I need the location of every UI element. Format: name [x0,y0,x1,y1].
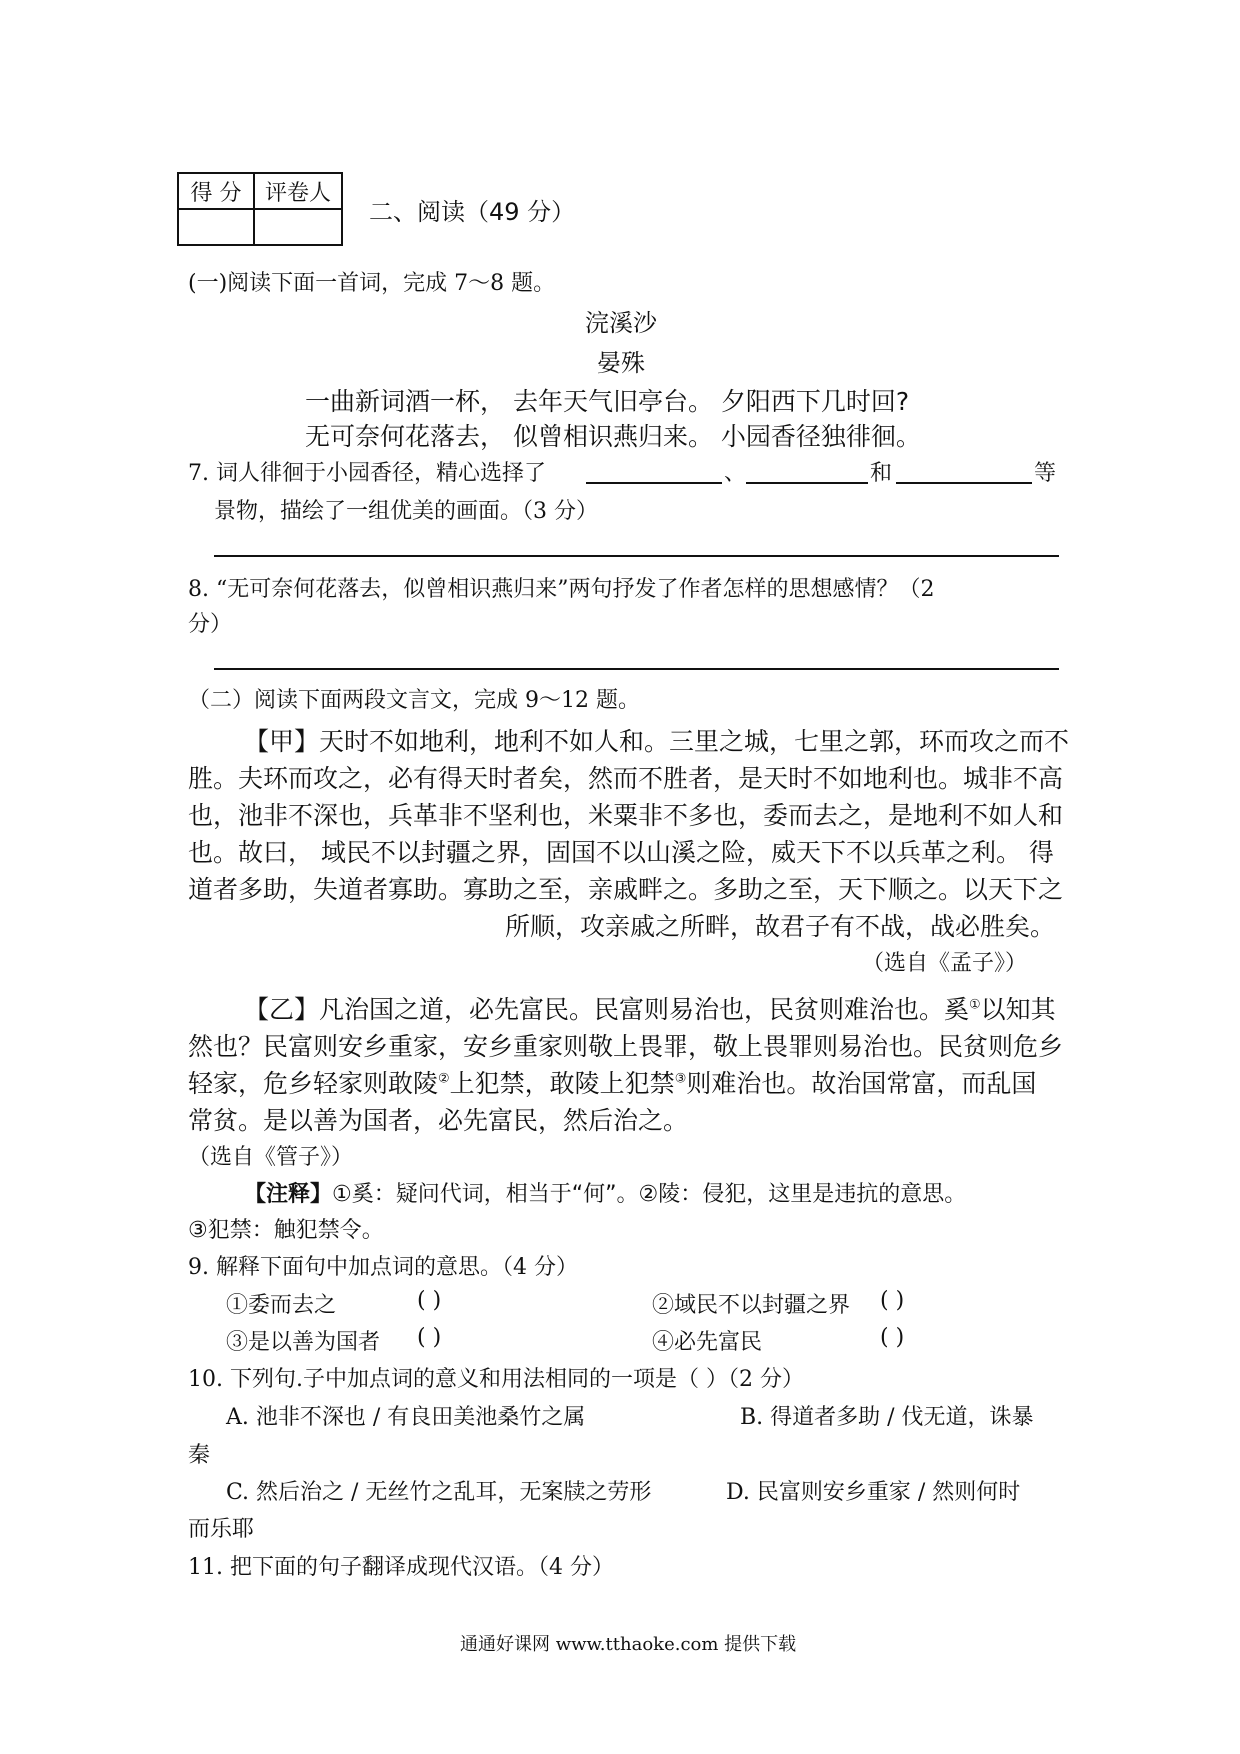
q7-blank-1[interactable] [586,482,722,484]
notes-text-1: ①奚：疑问代词，相当于“何”。②陵：侵犯，这里是违抗的意思。 [332,1182,967,1207]
q7-blank-2[interactable] [746,482,868,484]
q10-option-b-cont: 秦 [188,1443,211,1468]
score-cell[interactable] [178,209,254,245]
yi-line-3b: 上犯禁，敢陵上犯禁 [449,1069,675,1098]
yi-line-3a: 轻家，危乡轻家则敢陵 [188,1069,439,1098]
yi-line-4: 常贫。是以善为国者，必先富民，然后治之。 [188,1106,689,1135]
q10-option-d-cont: 而乐耶 [188,1517,255,1542]
jia-line-3: 也，池非不深也，兵革非不坚利也，米粟非不多也，委而去之，是地利不如人和 [188,801,1064,830]
note-marker-3: ③ [674,1071,687,1087]
part1-intro: (一)阅读下面一首词，完成 7～8 题。 [188,271,556,296]
yi-line-3c: 则难治也。故治国常富，而乱国 [686,1069,1037,1098]
yi-line-1b: 以知其 [980,995,1056,1024]
jia-line-2: 胜。夫环而攻之，必有得天时者矣，然而不胜者，是天时不如地利也。城非不高 [188,764,1064,793]
score-table [177,172,343,246]
q9-item-2: ②域民不以封疆之界 [652,1293,851,1318]
q9-answer-4[interactable]: ( ) [880,1325,905,1350]
note-marker-1: ① [969,997,981,1013]
q9-stem: 9. 解释下面句中加点词的意思。（4 分） [188,1255,578,1280]
q9-item-3: ③是以善为国者 [226,1330,381,1355]
notes-label: 【注释】 [244,1182,333,1207]
q10-option-a[interactable]: A. 池非不深也 / 有良田美池桑竹之属 [226,1405,586,1430]
q10-option-c[interactable]: C. 然后治之 / 无丝竹之乱耳，无案牍之劳形 [226,1480,652,1505]
part2-intro: （二）阅读下面两段文言文，完成 9～12 题。 [188,688,640,713]
q9-answer-2[interactable]: ( ) [880,1288,905,1313]
q8-text-a: 8. “无可奈何花落去，似曾相识燕归来”两句抒发了作者怎样的思想感情？（2 [188,577,935,602]
jia-line-4: 也。故曰， 域民不以封疆之界，固国不以山溪之险，威天下不以兵革之利。 得 [188,838,1054,867]
q7-end: 等 [1034,461,1057,486]
section-title: 二、阅读（49 分） [369,198,576,226]
poem-line-2: 无可奈何花落去， 似曾相识燕归来。 小园香径独徘徊。 [305,422,921,451]
q7-blank-3[interactable] [896,482,1032,484]
notes-line-1 [244,1177,966,1208]
q9-item-4: ④必先富民 [652,1330,763,1355]
q7-sep-1: 、 [724,461,747,486]
grader-cell[interactable] [254,209,342,245]
yi-line-3 [188,1064,1036,1100]
jia-line-5: 道者多助，失道者寡助。寡助之至，亲戚畔之。多助之至，天下顺之。以天下之 [188,875,1064,904]
q9-item-1: ①委而去之 [226,1293,337,1318]
q8-text-b: 分） [188,612,233,637]
yi-line-2: 然也？民富则安乡重家，安乡重家则敬上畏罪，敬上畏罪则易治也。民贫则危乡 [188,1032,1064,1061]
q9-answer-3[interactable]: ( ) [417,1325,442,1350]
q7-text-b: 景物，描绘了一组优美的画面。（3 分） [214,499,598,524]
grader-header: 评卷人 [254,173,342,209]
yi-line-1 [244,990,1056,1026]
q8-answer-line[interactable] [214,668,1059,670]
q7-text-a: 7. 词人徘徊于小园香径，精心选择了 [188,461,546,486]
q10-option-d[interactable]: D. 民富则安乡重家 / 然则何时 [726,1480,1021,1505]
notes-line-2: ③犯禁：触犯禁令。 [188,1218,384,1243]
poem-author: 晏殊 [597,349,645,377]
yi-source: （选自《管子》） [188,1145,354,1170]
score-header: 得 分 [178,173,254,209]
q10-stem: 10. 下列句.子中加点词的意义和用法相同的一项是（ ）（2 分） [188,1367,804,1392]
q7-answer-line[interactable] [214,555,1059,557]
jia-source: （选自《孟子》） [862,951,1028,976]
q10-option-b[interactable]: B. 得道者多助 / 伐无道，诛暴 [740,1405,1034,1430]
jia-line-6: 所顺，攻亲戚之所畔，故君子有不战，战必胜矣。 [505,912,1056,941]
poem-title: 浣溪沙 [585,309,657,337]
poem-line-1: 一曲新词酒一杯， 去年天气旧亭台。 夕阳西下几时回? [305,387,910,416]
page-footer: 通通好课网 www.tthaoke.com 提供下载 [460,1634,797,1655]
jia-line-1: 【甲】天时不如地利，地利不如人和。三里之城，七里之郭，环而攻之而不 [244,727,1070,756]
yi-line-1a: 【乙】凡治国之道，必先富民。民富则易治也，民贫则难治也。奚 [244,995,970,1024]
q7-sep-2: 和 [870,461,893,486]
q11-stem: 11. 把下面的句子翻译成现代汉语。（4 分） [188,1555,614,1580]
q9-answer-1[interactable]: ( ) [417,1288,442,1313]
note-marker-2: ② [438,1071,450,1087]
